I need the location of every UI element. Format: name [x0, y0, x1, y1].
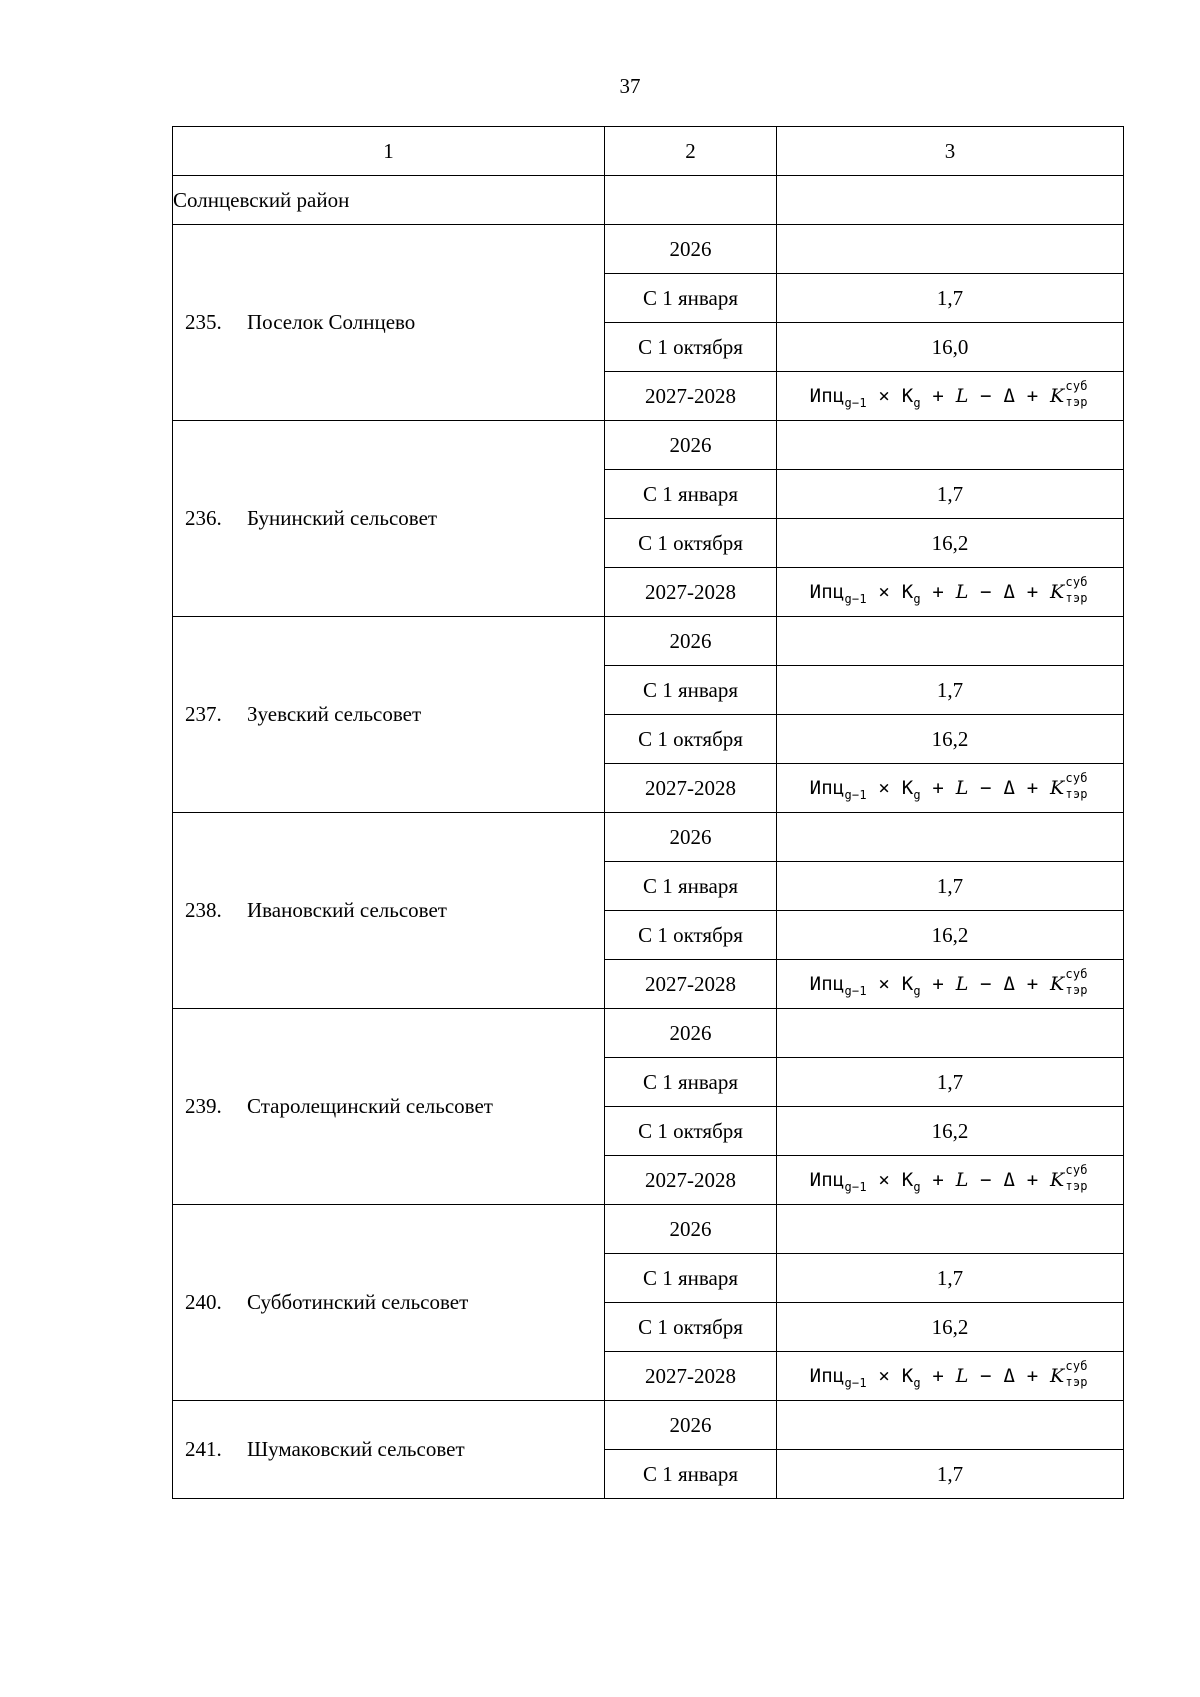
settlement-cell [173, 1009, 605, 1205]
formula-l: L [955, 972, 969, 995]
formula-sup-sub [1064, 575, 1090, 606]
row-number: 235. [185, 310, 222, 334]
period-cell: 2027-2028 [605, 1156, 777, 1205]
district-empty-cell [605, 176, 777, 225]
value-cell: 1,7 [777, 1450, 1124, 1499]
settlement-name: Старолещинский сельсовет [247, 1094, 493, 1118]
formula-sub-g: g [913, 1179, 921, 1194]
formula-minus-delta: − Δ + [968, 972, 1051, 995]
formula-sup: суб [1065, 575, 1088, 590]
formula-plus: + [920, 384, 956, 407]
row-number: 240. [185, 1290, 222, 1314]
period-cell: 2026 [605, 1009, 777, 1058]
formula-plus: + [920, 580, 956, 603]
formula-k: К [901, 1364, 914, 1387]
index-formula [809, 967, 1091, 998]
period-cell: 2026 [605, 421, 777, 470]
settlement-name: Субботинский сельсовет [247, 1290, 469, 1314]
settlement-name: Поселок Солнцево [247, 310, 416, 334]
formula-l: L [955, 1364, 969, 1387]
formula-sup: суб [1065, 967, 1088, 982]
formula-times: × [866, 384, 902, 407]
header-row [173, 127, 1124, 176]
value-cell [777, 225, 1124, 274]
period-cell: 2026 [605, 1401, 777, 1450]
period-cell: 2026 [605, 813, 777, 862]
value-cell: 1,7 [777, 274, 1124, 323]
period-cell: С 1 октября [605, 1303, 777, 1352]
formula-sub-ter: тэр [1065, 591, 1088, 606]
formula-l: L [955, 384, 969, 407]
formula-kk: K [1050, 776, 1065, 799]
value-cell [777, 1156, 1124, 1205]
period-cell: 2027-2028 [605, 1352, 777, 1401]
formula-times: × [866, 776, 902, 799]
formula-sup-sub [1064, 1359, 1090, 1390]
value-cell: 16,2 [777, 1303, 1124, 1352]
period-cell: С 1 января [605, 1254, 777, 1303]
header-col-3: 3 [777, 127, 1124, 176]
period-cell: 2027-2028 [605, 960, 777, 1009]
formula-sup-sub [1064, 771, 1090, 802]
value-cell: 1,7 [777, 1058, 1124, 1107]
index-formula [809, 771, 1091, 802]
formula-sup-sub [1064, 967, 1090, 998]
table-row [173, 1205, 1124, 1254]
period-cell: 2027-2028 [605, 568, 777, 617]
period-cell: 2027-2028 [605, 372, 777, 421]
value-cell: 16,2 [777, 715, 1124, 764]
index-formula [809, 1359, 1091, 1390]
table-row [173, 617, 1124, 666]
formula-sub-g-minus-1: g−1 [844, 1179, 867, 1194]
settlement-name: Бунинский сельсовет [247, 506, 438, 530]
formula-sub-g: g [913, 1375, 921, 1390]
period-cell: 2026 [605, 617, 777, 666]
value-cell [777, 764, 1124, 813]
table-row [173, 421, 1124, 470]
value-cell [777, 813, 1124, 862]
row-number: 237. [185, 702, 222, 726]
period-cell: С 1 января [605, 1450, 777, 1499]
formula-sub-ter: тэр [1065, 1375, 1088, 1390]
value-cell [777, 568, 1124, 617]
formula-sub-ter: тэр [1065, 1179, 1088, 1194]
formula-plus: + [920, 972, 956, 995]
settlement-cell [173, 1205, 605, 1401]
value-cell: 1,7 [777, 470, 1124, 519]
formula-sup: суб [1065, 771, 1088, 786]
settlement-name: Зуевский сельсовет [247, 702, 422, 726]
formula-minus-delta: − Δ + [968, 580, 1051, 603]
formula-sup: суб [1065, 379, 1088, 394]
row-number: 238. [185, 898, 222, 922]
period-cell: 2026 [605, 1205, 777, 1254]
settlement-cell [173, 225, 605, 421]
formula-plus: + [920, 1364, 956, 1387]
row-number: 239. [185, 1094, 222, 1118]
formula-plus: + [920, 776, 956, 799]
formula-k: К [901, 384, 914, 407]
formula-main: Ипц [809, 1364, 845, 1387]
formula-l: L [955, 580, 969, 603]
formula-sup-sub [1064, 379, 1090, 410]
formula-times: × [866, 972, 902, 995]
formula-kk: K [1050, 384, 1065, 407]
formula-plus: + [920, 1168, 956, 1191]
period-cell: С 1 октября [605, 1107, 777, 1156]
formula-kk: K [1050, 1168, 1065, 1191]
value-cell [777, 372, 1124, 421]
period-cell: С 1 января [605, 666, 777, 715]
formula-times: × [866, 580, 902, 603]
formula-sub-ter: тэр [1065, 983, 1088, 998]
period-cell: С 1 января [605, 470, 777, 519]
value-cell: 16,0 [777, 323, 1124, 372]
header-col-2: 2 [605, 127, 777, 176]
value-cell: 16,2 [777, 519, 1124, 568]
formula-sub-g: g [913, 395, 921, 410]
formula-sub-g-minus-1: g−1 [844, 591, 867, 606]
formula-sub-g: g [913, 787, 921, 802]
table-row [173, 1009, 1124, 1058]
row-number: 241. [185, 1437, 222, 1461]
formula-sub-ter: тэр [1065, 395, 1088, 410]
header-col-1: 1 [173, 127, 605, 176]
period-cell: С 1 октября [605, 323, 777, 372]
index-formula [809, 575, 1091, 606]
formula-main: Ипц [809, 384, 845, 407]
index-formula [809, 379, 1091, 410]
formula-minus-delta: − Δ + [968, 1168, 1051, 1191]
formula-kk: K [1050, 580, 1065, 603]
value-cell [777, 1401, 1124, 1450]
formula-minus-delta: − Δ + [968, 384, 1051, 407]
formula-kk: K [1050, 1364, 1065, 1387]
period-cell: С 1 января [605, 862, 777, 911]
district-empty-cell [777, 176, 1124, 225]
formula-k: К [901, 580, 914, 603]
row-number: 236. [185, 506, 222, 530]
value-cell [777, 421, 1124, 470]
table-row [173, 813, 1124, 862]
value-cell [777, 1205, 1124, 1254]
index-formula [809, 1163, 1091, 1194]
formula-k: К [901, 972, 914, 995]
period-cell: С 1 января [605, 274, 777, 323]
formula-times: × [866, 1168, 902, 1191]
formula-sup: суб [1065, 1163, 1088, 1178]
value-cell [777, 617, 1124, 666]
settlement-name: Шумаковский сельсовет [247, 1437, 465, 1461]
period-cell: 2027-2028 [605, 764, 777, 813]
formula-sub-g: g [913, 983, 921, 998]
district-row [173, 176, 1124, 225]
table-row [173, 225, 1124, 274]
formula-main: Ипц [809, 580, 845, 603]
value-cell: 16,2 [777, 1107, 1124, 1156]
value-cell: 1,7 [777, 1254, 1124, 1303]
period-cell: 2026 [605, 225, 777, 274]
period-cell: С 1 октября [605, 911, 777, 960]
formula-main: Ипц [809, 972, 845, 995]
formula-kk: K [1050, 972, 1065, 995]
formula-minus-delta: − Δ + [968, 776, 1051, 799]
formula-sub-g-minus-1: g−1 [844, 983, 867, 998]
value-cell [777, 1352, 1124, 1401]
formula-sub-ter: тэр [1065, 787, 1088, 802]
formula-sup: суб [1065, 1359, 1088, 1374]
period-cell: С 1 января [605, 1058, 777, 1107]
tariff-table [172, 126, 1124, 1499]
formula-main: Ипц [809, 776, 845, 799]
formula-sup-sub [1064, 1163, 1090, 1194]
settlement-name: Ивановский сельсовет [247, 898, 447, 922]
formula-sub-g-minus-1: g−1 [844, 1375, 867, 1390]
formula-k: К [901, 1168, 914, 1191]
period-cell: С 1 октября [605, 519, 777, 568]
settlement-cell [173, 617, 605, 813]
table-row [173, 1401, 1124, 1450]
value-cell: 1,7 [777, 666, 1124, 715]
formula-sub-g-minus-1: g−1 [844, 395, 867, 410]
formula-minus-delta: − Δ + [968, 1364, 1051, 1387]
formula-sub-g-minus-1: g−1 [844, 787, 867, 802]
settlement-cell [173, 1401, 605, 1499]
formula-l: L [955, 776, 969, 799]
district-name: Солнцевский район [173, 176, 605, 225]
settlement-cell [173, 813, 605, 1009]
formula-sub-g: g [913, 591, 921, 606]
formula-main: Ипц [809, 1168, 845, 1191]
value-cell: 1,7 [777, 862, 1124, 911]
table-body [173, 127, 1124, 1499]
settlement-cell [173, 421, 605, 617]
page-number: 37 [619, 74, 641, 98]
period-cell: С 1 октября [605, 715, 777, 764]
formula-k: К [901, 776, 914, 799]
value-cell: 16,2 [777, 911, 1124, 960]
value-cell [777, 1009, 1124, 1058]
value-cell [777, 960, 1124, 1009]
formula-l: L [955, 1168, 969, 1191]
formula-times: × [866, 1364, 902, 1387]
